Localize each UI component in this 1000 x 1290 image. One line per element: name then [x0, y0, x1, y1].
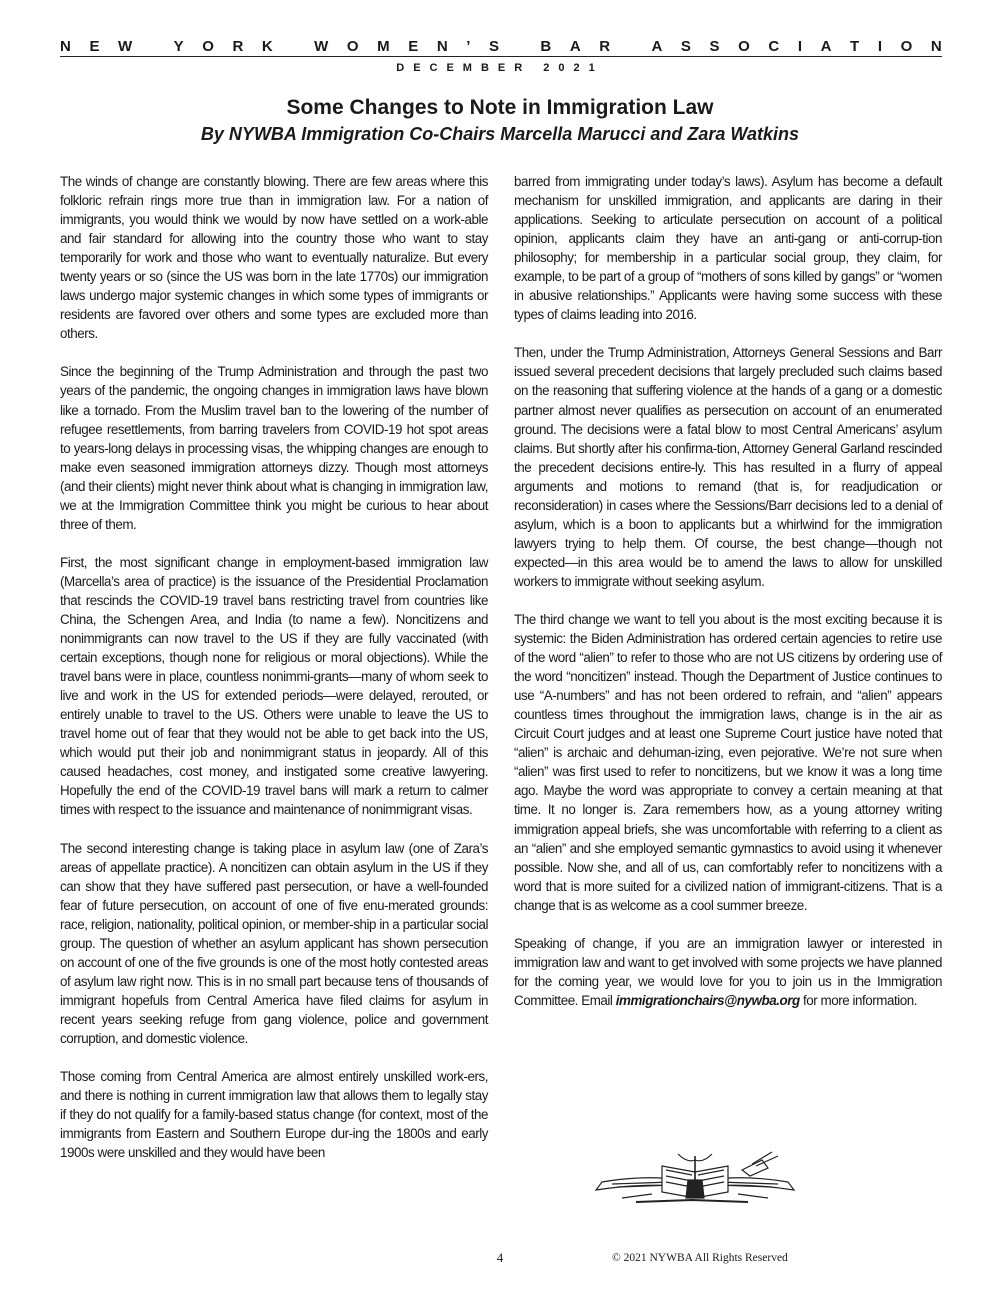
masthead-letter: M	[377, 38, 390, 55]
masthead-letter	[518, 38, 522, 55]
masthead-letter: O	[202, 38, 214, 55]
masthead-letter: S	[680, 38, 691, 55]
masthead-rule	[60, 56, 942, 57]
page-number: 4	[496, 1250, 504, 1265]
masthead-letter: N	[60, 38, 71, 55]
contact-email-link[interactable]: immigrationchairs@nywba.org	[615, 992, 800, 1008]
masthead-letter: S	[709, 38, 720, 55]
article-title: Some Changes to Note in Immigration Law	[286, 96, 714, 119]
masthead-letter: A	[569, 38, 581, 55]
masthead-letter: N	[930, 38, 942, 55]
paragraph: barred from immigrating under today’s laws). Asylum has become a default mechanism for unskilled immigration, and applicants are daring in their applications. Seeking to articulate persecution on account of a political opinion, applicants claim they have an anti-gang or anti-corrup-tion philosophy; for membership in a particular social group, they claim, for example, to be part of a group of “mothers of sons killed by gangs” or “women in abusive relationships.” Applicants were having some success with these types of claims leading into 2016.	[514, 174, 942, 323]
paragraph: Those coming from Central America are almost entirely unskilled work-ers, and there is nothing in current immigration law that allows them to legally stay if they do not qualify for a family-based status change (for context, most of the immigrants from Eastern and Southern Europe dur-ing the 1800s and early 1900s were unskilled and they would have been	[60, 1069, 488, 1161]
article-byline: By NYWBA Immigration Co-Chairs Marcella Marucci and Zara Watkins	[200, 124, 800, 144]
paragraph: Since the beginning of the Trump Administration and through the past two years of the pandemic, the ongoing changes in immigration laws have blown like a tornado. From the Muslim travel ban to the lowering of the number of refugee resettlements, from barring travelers from COVID-19 hot spot areas to years-long delays in processing visas, the whipping changes are enough to make even seasoned immigration attorneys dizzy. Though most attorneys (and their clients) might never think about what is changing in immigration law, we at the Immigration Committee think you might be curious to hear about three of them.	[60, 364, 488, 532]
masthead-letter: B	[540, 38, 552, 55]
paragraph: First, the most significant change in employment-based immigration law (Marcella’s area of practice) is the issuance of the Presidential Proclamation that rescinds the COVID-19 travel bans restricting travel from countries like China, the Schengen Area, and India (to name a few). Noncitizens and nonimmigrants can now travel to the US if they are fully vaccinated (with certain exceptions, though none for religious or moral objections). While the travel bans were in place, countless nonimmi-grants—many of whom seek to live and work in the US for extended periods—were delayed, rerouted, or entirely unable to travel to the US. Others were unable to leave the US to travel home out of fear that they would not be able to get back into the US, which would put their job and nonimmigrant status in jeopardy. All of this caused headaches, cost money, and instigated some creative lawyering. Hopefully the end of the COVID-19 travel bans will mark a return to calmer times with respect to the issuance and maintenance of nonimmigrant visas.	[60, 554, 488, 818]
book-scroll-emblem-icon	[592, 1146, 798, 1208]
masthead-letter: O	[346, 38, 359, 55]
paragraph: The second interesting change is taking place in asylum law (one of Zara’s areas of appellate practice). A noncitizen can obtain asylum in the US if they can show that they have suffered past persecution, or have a well-founded fear of future persecution, on account of one of five enu-merated grounds: race, religion, nationality, political opinion, or member-ship in a particular social group. The question of whether an asylum applicant has shown persecution on account of one of the five grounds is one of the most hotly contested areas of asylum law right now. This is in no small part because tens of thousands of immigrant hopefuls from Central America have filed claims for asylum in recent years seeking refuge from gang violence, police and government corruption, and domestic violence.	[60, 840, 488, 1046]
masthead-letter: R	[599, 38, 611, 55]
paragraph: The third change we want to tell you about is the most exciting because it is systemic: the Biden Administration has ordered certain agencies to retire use of the word “alien” to refer to those who are not US citizens by ordering use of the word “noncitizen” instead. Though the Department of Justice continues to use “A-numbers” and has not been ordered to refrain, and “alien” appears countless times throughout the immigration laws, change is in the air as Circuit Court judges and at least one Supreme Court justice have noted that “alien” is archaic and dehuman-izing, even pejorative. We’re not sure when “alien” was first used to refer to noncitizens, but we know it was a long time ago. Maybe the word was appropriate to convey a certain meaning at that time. It no longer is. Zara remembers how, as a young attorney writing immigration appeal briefs, she was uncomfortable with referring to a client as an “alien” and she employed semantic gymnastics to avoid using it whenever possible. Now she, and all of us, can comfortably refer to noncitizens with a word that is more suited for a civilized nation of immigrant-citizens. That is a change that is as welcome as a cool summer breeze.	[514, 611, 942, 913]
masthead-letter: T	[850, 38, 860, 55]
masthead-letter: I	[877, 38, 882, 55]
masthead-letter: A	[820, 38, 832, 55]
masthead-letter: E	[408, 38, 419, 55]
masthead-letter: I	[797, 38, 803, 55]
left-column	[60, 172, 488, 1181]
copyright-notice: © 2021 NYWBA All Rights Reserved	[612, 1252, 788, 1264]
masthead-letter: ’	[466, 38, 471, 55]
masthead-letter: A	[651, 38, 663, 55]
masthead-letter: W	[314, 38, 329, 55]
masthead-letter: S	[489, 38, 500, 55]
masthead-letter	[291, 38, 295, 55]
paragraph: Then, under the Trump Administration, Attorneys General Sessions and Barr issued several precedent decisions that largely precluded such claims based on the reasoning that suffering violence at the hands of a gang or a domestic partner almost never qualifies as persecution on account of an enumerated ground. The decisions were a fatal blow to most Central Americans’ asylum claims. But shortly after his confirma-tion, Attorney General Garland rescinded the precedent decisions entire-ly. This has resulted in a flurry of appeal arguments and motions to remand (that is, for readjudication or reconsideration) in cases where the Sessions/Barr decisions led to a denial of asylum, which is a boon to applicants but a whirlwind for the immigration lawyers trying to help them. Of course, the best change—though not expected—in this area would be to amend the laws to allow for unskilled workers to immigrate without seeking asylum.	[514, 345, 942, 589]
issue-date: DECEMBER 2021	[396, 62, 604, 74]
right-column	[514, 172, 942, 1029]
masthead-letter: C	[768, 38, 780, 55]
masthead-letter: N	[436, 38, 448, 55]
masthead-letter: R	[232, 38, 244, 55]
masthead-letter: W	[118, 38, 133, 55]
closing-text: Speaking of change, if you are an immigration lawyer or interested in immigration law and want to get involved with some projects we have planned for the coming year, we would love for you to join us in the Immigration Committee. Email	[514, 935, 942, 1008]
masthead	[60, 38, 942, 55]
masthead-letter: O	[738, 38, 750, 55]
closing-paragraph	[514, 934, 942, 1010]
closing-text-end: for more information.	[799, 992, 918, 1008]
masthead-letter: Y	[173, 38, 184, 55]
masthead-letter: K	[261, 38, 273, 55]
masthead-letter	[629, 38, 633, 55]
masthead-letter: O	[900, 38, 913, 55]
paragraph: The winds of change are constantly blowing. There are few areas where this folkloric refrain rings more true than in immigration law. For a nation of immigrants, you would think we would by now have settled on a work-able and fair standard for allowing into the country those who want to stay temporarily for work and those who want to eventually naturalize. But every twenty years or so (since the US was born in the late 1770s) our immigration laws undergo major systemic changes in which some types of immigrants or residents are favored over others and some types are excluded more than others.	[60, 174, 488, 342]
masthead-letter: E	[89, 38, 100, 55]
masthead-letter	[151, 38, 155, 55]
